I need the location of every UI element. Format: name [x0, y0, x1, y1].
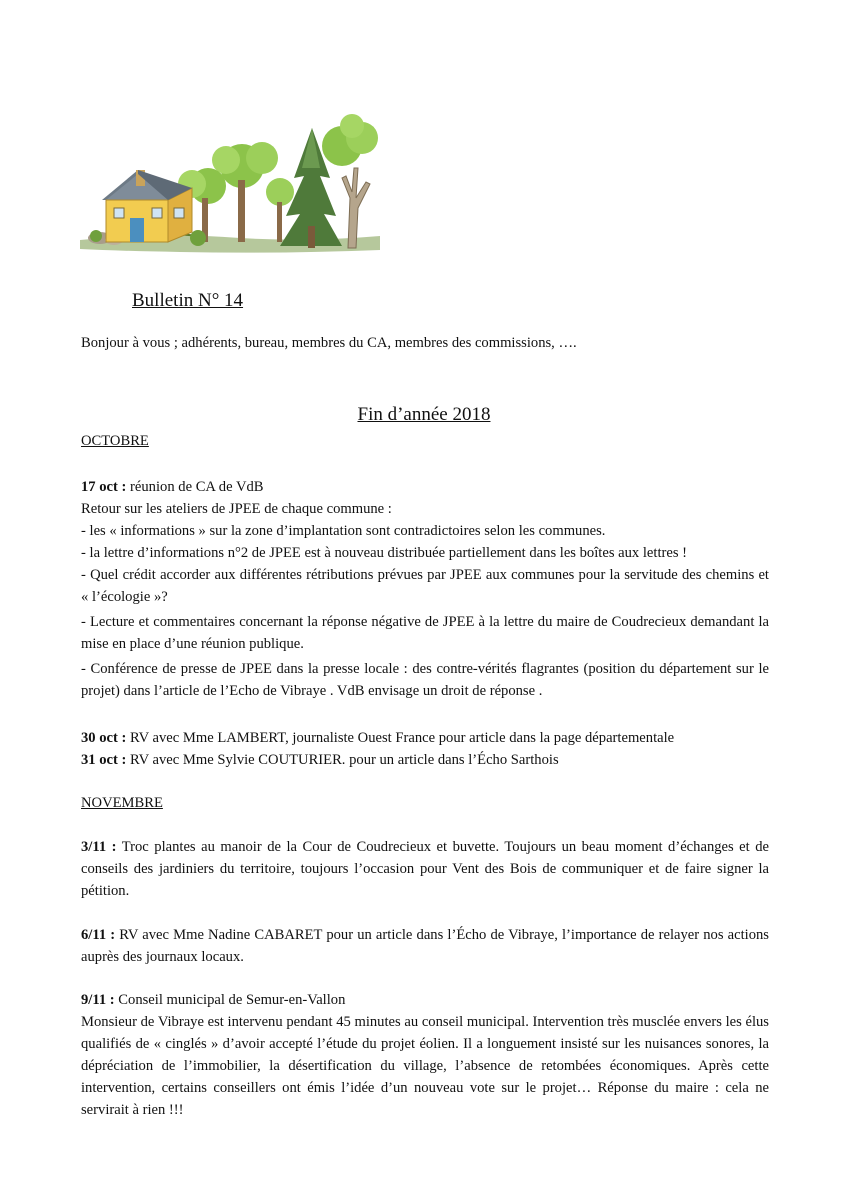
november-entry: [81, 924, 769, 968]
meeting-point: - Lecture et commentaires concernant la réponse négative de JPEE à la lettre du maire de Coudrecieux demandant la mise en place d’une réunion publique.: [81, 614, 769, 652]
entry-date: 9/11 :: [81, 992, 115, 1008]
appointment-date: 30 oct :: [81, 730, 127, 746]
appointment-line: [81, 749, 769, 771]
meeting-intro: Retour sur les ateliers de JPEE de chaque commune :: [81, 501, 392, 517]
appointment-line: [81, 727, 769, 749]
october-appointments: [81, 727, 769, 771]
meeting-point: - les « informations » sur la zone d’implantation sont contradictoires selon les communes.: [81, 523, 606, 539]
greeting: Bonjour à vous ; adhérents, bureau, membres du CA, membres des commissions, ….: [81, 335, 577, 351]
november-entry: [81, 989, 769, 1121]
entry-text: Troc plantes au manoir de la Cour de Coudrecieux et buvette. Toujours un beau moment d’échanges et de conseils des jardiniers du territoire, toujours l’occasion pour Vent des Bois de communiquer et de faire signer la pétition.: [81, 839, 769, 899]
bulletin-title: Bulletin N° 14: [132, 290, 244, 311]
november-entry: [81, 836, 769, 902]
entry-date: 6/11 :: [81, 927, 116, 943]
appointment-date: 31 oct :: [81, 752, 127, 768]
entry-text: Conseil municipal de Semur-en-Vallon: [114, 992, 346, 1008]
appointment-text: RV avec Mme Sylvie COUTURIER. pour un article dans l’Écho Sarthois: [126, 752, 559, 768]
october-heading: OCTOBRE: [81, 433, 149, 449]
meeting-line: [81, 476, 769, 498]
entry-date: 3/11 :: [81, 839, 117, 855]
meeting-date: 17 oct :: [81, 479, 127, 495]
entry-text: RV avec Mme Nadine CABARET pour un article dans l’Écho de Vibraye, l’importance de relayer nos actions auprès des journaux locaux.: [81, 927, 769, 965]
house-trees-illustration: [80, 108, 392, 254]
meeting-point: - Conférence de presse de JPEE dans la presse locale : des contre-vérités flagrantes (position du département sur le projet) dans l’article de l’Echo de Vibraye . VdB envisage un droit de réponse .: [81, 661, 769, 699]
entry-body: Monsieur de Vibraye est intervenu pendant 45 minutes au conseil municipal. Intervention très musclée envers les élus qualifiés de « cinglés » d’avoir accepté l’étude du projet éolien. Il a longuement insisté sur les nuisances sonores, la dépréciation de l’immobilier, la désertification du village, l’absence de retombées économiques. Après cette intervention, certains conseillers ont émis l’idée d’un nouveau vote sur le projet… Réponse du maire : cela ne servirait à rien !!!: [81, 1014, 769, 1118]
meeting-point: - la lettre d’informations n°2 de JPEE est à nouveau distribuée partiellement dans les boîtes aux lettres !: [81, 545, 688, 561]
october-meeting: [81, 476, 769, 702]
period-title: Fin d’année 2018: [357, 404, 491, 425]
meeting-text: réunion de CA de VdB: [126, 479, 264, 495]
november-heading: NOVEMBRE: [81, 795, 163, 811]
meeting-point: - Quel crédit accorder aux différentes rétributions prévues par JPEE aux communes pour la servitude des chemins et « l’écologie »?: [81, 567, 769, 605]
appointment-text: RV avec Mme LAMBERT, journaliste Ouest France pour article dans la page départementale: [126, 730, 675, 746]
